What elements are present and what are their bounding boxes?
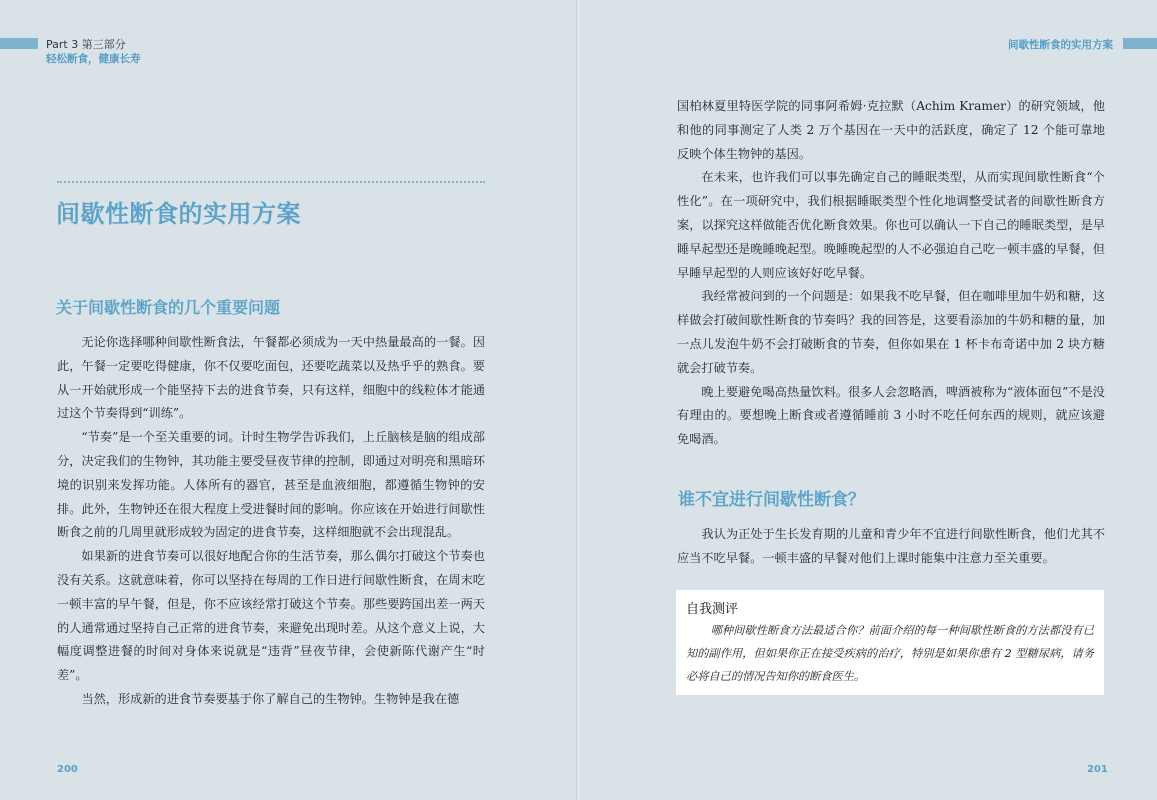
running-header-subtitle: 轻松断食，健康长寿	[46, 53, 141, 65]
self-assessment-title: 自我测评	[686, 602, 739, 617]
page-number-right: 201	[1087, 764, 1108, 775]
paragraph: 国柏林夏里特医学院的同事阿希姆·克拉默（Achim Kramer）的研究领域，他和他的同事测定了人类 2 万个基因在一天中的活跃度，确定了 12 个能可靠地反映个体生物钟的基因。	[677, 99, 1105, 161]
self-assessment-text: 哪种间歇性断食方法最适合你？前面介绍的每一种间歇性断食的方法都没有已知的副作用，但如果你正在接受疾病的治疗，特别是如果你患有 2 型糖尿病，请务必将自己的情况告知你的断食医生。	[686, 624, 1094, 683]
header-accent-bar	[1123, 38, 1157, 49]
running-header-part: Part 3 第三部分	[46, 38, 126, 51]
paragraph: 在未来，也许我们可以事先确定自己的睡眠类型，从而实现间歇性断食“个性化”。在一项研究中，我们根据睡眠类型个性化地调整受试者的间歇性断食方案，以探究这样做能否优化断食效果。你也可以确认一下自己的睡眠类型，是早睡早起型还是晚睡晚起型。晚睡晚起型的人不必强迫自己吃一顿丰盛的早餐，但早睡早起型的人则应该好好吃早餐。	[677, 170, 1105, 280]
body-text-right	[677, 95, 1105, 452]
paragraph: 我认为正处于生长发育期的儿童和青少年不宜进行间歇性断食，他们尤其不应当不吃早餐。一顿丰盛的早餐对他们上课时能集中注意力至关重要。	[677, 527, 1105, 565]
header-accent-bar	[0, 38, 38, 49]
body-text-right-bottom	[677, 523, 1105, 571]
section-heading: 谁不宜进行间歇性断食？	[678, 490, 865, 510]
running-header-chapter: 间歇性断食的实用方案	[1008, 39, 1113, 51]
paragraph: 无论你选择哪种间歇性断食法，午餐都必须成为一天中热量最高的一餐。因此，午餐一定要吃得健康，你不仅要吃面包，还要吃蔬菜以及热乎乎的熟食。要从一开始就形成一个能坚持下去的进食节奏，只有这样，细胞中的线粒体才能通过这个节奏得到“训练”。	[57, 335, 485, 421]
paragraph: 如果新的进食节奏可以很好地配合你的生活节奏，那么偶尔打破这个节奏也没有关系。这就意味着，你可以坚持在每周的工作日进行间歇性断食，在周末吃一顿丰富的早午餐，但是，你不应该经常打破这个节奏。那些要跨国出差一两天的人通常通过坚持自己正常的进食节奏，来避免出现时差。从这个意义上说，大幅度调整进餐的时间对身体来说就是“违背”昼夜节律，会使新陈代谢产生“时差”。	[57, 549, 485, 683]
paragraph: 晚上要避免喝高热量饮料。很多人会忽略酒，啤酒被称为“液体面包”不是没有理由的。要想晚上断食或者遵循睡前 3 小时不吃任何东西的规则，就应该避免喝酒。	[677, 384, 1105, 447]
body-text-left	[57, 331, 485, 712]
paragraph: “节奏”是一个至关重要的词。计时生物学告诉我们，上丘脑核是脑的组成部分，决定我们的生物钟，其功能主要受昼夜节律的控制，即通过对明亮和黑暗环境的识别来发挥功能。人体所有的器官，甚至是血液细胞，都遵循生物钟的安排。此外，生物钟还在很大程度上受进餐时间的影响。你应该在开始进行间歇性断食之前的几周里就形成较为固定的进食节奏，这样细胞就不会出现混乱。	[57, 430, 485, 540]
left-page	[0, 0, 578, 800]
self-assessment-box	[676, 590, 1104, 695]
paragraph: 当然，形成新的进食节奏要基于你了解自己的生物钟。生物钟是我在德	[81, 691, 460, 706]
section-heading: 关于间歇性断食的几个重要问题	[56, 298, 281, 317]
paragraph: 我经常被问到的一个问题是：如果我不吃早餐，但在咖啡里加牛奶和糖，这样做会打破间歇性断食的节奏吗？我的回答是，这要看添加的牛奶和糖的量，加一点儿发泡牛奶不会打破断食的节奏，但你如果在 1 杯卡布奇诺中加 2 块方糖就会打破节奏。	[677, 289, 1105, 375]
chapter-title: 间歇性断食的实用方案	[56, 200, 301, 228]
page-number-left: 200	[57, 764, 78, 775]
chapter-divider	[57, 181, 485, 183]
